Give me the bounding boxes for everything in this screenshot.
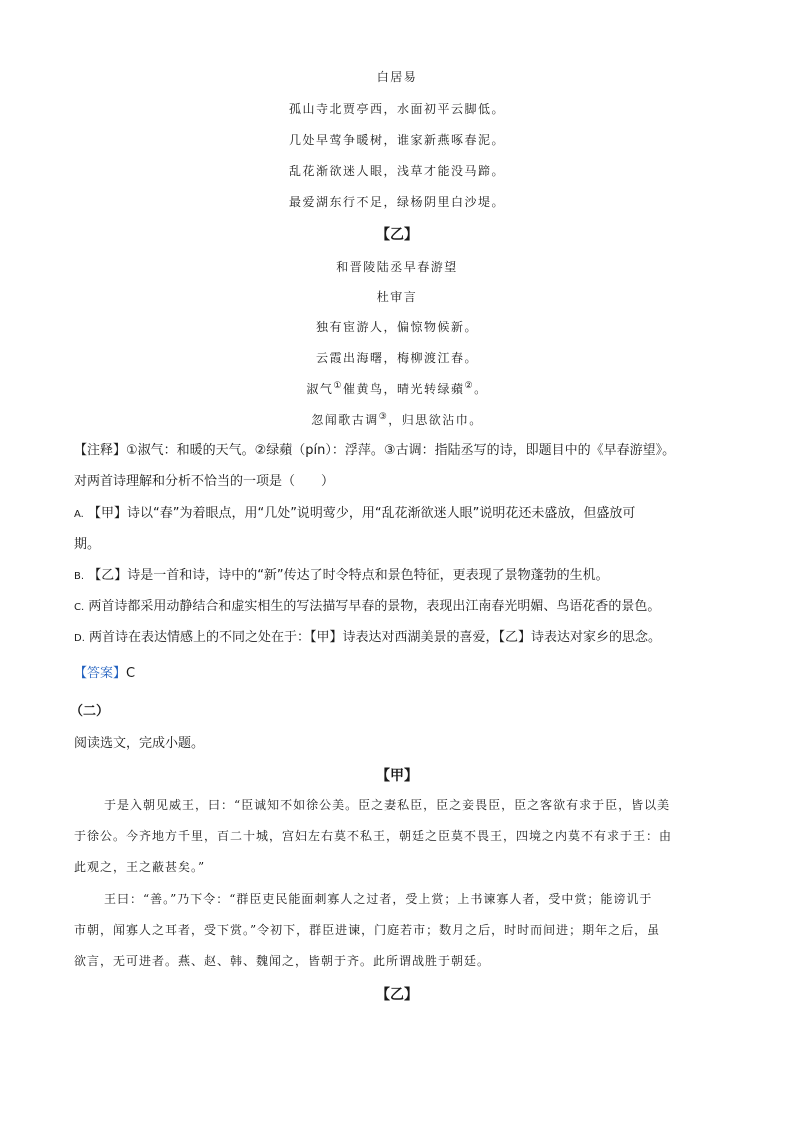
section-2-marker-a: 【甲】: [376, 768, 418, 784]
passage-a-p1-line-1: 于是入朝见威王，曰：“臣诚知不如徐公美。臣之妻私臣，臣之妾畏臣，臣之客欲有求于臣，皆以美: [104, 798, 671, 812]
poem-a-line-3: 乱花渐欲迷人眼，浅草才能没马蹄。: [288, 164, 505, 178]
option-d: [74, 629, 661, 648]
section-2-marker-b: 【乙】: [376, 987, 418, 1003]
footnote-ref-3: ③: [378, 412, 389, 422]
poem-b-line-3-part-a: 淑气: [306, 382, 334, 396]
poem-b-line-3-part-b: 催黄鸟，晴光转绿蘋: [342, 382, 465, 396]
poem-b-line-1: 独有宦游人，偏惊物候新。: [315, 320, 478, 334]
poem-b-line-2: 云霞出海曙，梅柳渡江春。: [315, 351, 478, 365]
option-b: [74, 567, 609, 586]
option-a: [74, 505, 635, 524]
passage-a-p2-line-3: 欲言，无可进者。燕、赵、韩、魏闻之，皆朝于齐。此所谓战胜于朝廷。: [74, 954, 491, 968]
poem-b-line-3-part-c: 。: [474, 382, 488, 396]
option-b-text: 【乙】诗是一首和诗，诗中的“新”传达了时令特点和景色特征，更表现了景物蓬勃的生机。: [88, 568, 609, 583]
passage-a-p2-line-1: 王曰：“善。”乃下令：“群臣吏民能面刺寡人之过者，受上赏；上书谏寡人者，受中赏；能谤讥于: [104, 892, 653, 906]
answer-line: [74, 665, 135, 683]
answer-value: C: [126, 666, 136, 681]
annotation-notes: 【注释】①淑气：和暖的天气。②绿蘋（pín）：浮萍。③古调：指陆丞写的诗，即题目中的《早春游望》。: [74, 443, 676, 458]
option-b-letter: B.: [74, 571, 85, 582]
section-2-heading: （二）: [70, 704, 110, 719]
poem-a-line-2: 几处早莺争暖树，谁家新燕啄春泥。: [288, 133, 505, 147]
poem-a-line-1: 孤山寺北贾亭西，水面初平云脚低。: [288, 102, 505, 116]
poem-b-title: 和晋陵陆丞早春游望: [336, 260, 458, 274]
poem-b-line-4-part-b: ，归思欲沾巾。: [388, 413, 483, 427]
poem-a-line-4: 最爱湖东行不足，绿杨阴里白沙堤。: [288, 195, 505, 209]
footnote-ref-1: ①: [333, 381, 343, 391]
poem-b-author: 杜审言: [376, 290, 418, 304]
poem-a-author: 白居易: [376, 70, 418, 84]
footnote-ref-2: ②: [464, 381, 475, 391]
poem-b-marker: 【乙】: [376, 227, 418, 243]
passage-a-p1-line-2: 于徐公。今齐地方千里，百二十城，宫妇左右莫不私王，朝廷之臣莫不畏王，四境之内莫不有求于王：由: [74, 829, 673, 843]
answer-tag: 【答案】: [74, 666, 127, 681]
option-c-letter: C.: [74, 602, 85, 613]
option-a-text: 【甲】诗以“春”为着眼点，用“几处”说明莺少，用“乱花渐欲迷人眼”说明花还未盛放，但盛放可: [87, 506, 636, 521]
option-c-text: 两首诗都采用动静结合和虚实相生的写法描写早春的景物，表现出江南春光明媚、鸟语花香的景色。: [88, 599, 661, 614]
option-a-letter: A.: [74, 509, 84, 520]
option-d-text: 两首诗在表达情感上的不同之处在于：【甲】诗表达对西湖美景的喜爱，【乙】诗表达对家乡的思念。: [89, 630, 662, 645]
passage-a-p2-line-2: 市朝，闻寡人之耳者，受下赏。”令初下，群臣进谏，门庭若市；数月之后，时时而间进；期年之后，虽: [74, 923, 661, 937]
section-2-instruction: 阅读选文，完成小题。: [74, 736, 205, 751]
option-d-letter: D.: [74, 633, 85, 644]
passage-a-p1-line-3: 此观之，王之蔽甚矣。”: [74, 860, 206, 874]
option-c: [74, 598, 660, 617]
option-a-continued: 期。: [74, 537, 101, 552]
poem-b-line-3: [0, 380, 794, 397]
poem-b-line-4-part-a: 忽闻歌古调: [311, 413, 379, 427]
question-stem: 对两首诗理解和分析不恰当的一项是（ ）: [74, 474, 335, 489]
poem-b-line-4: [0, 411, 794, 428]
